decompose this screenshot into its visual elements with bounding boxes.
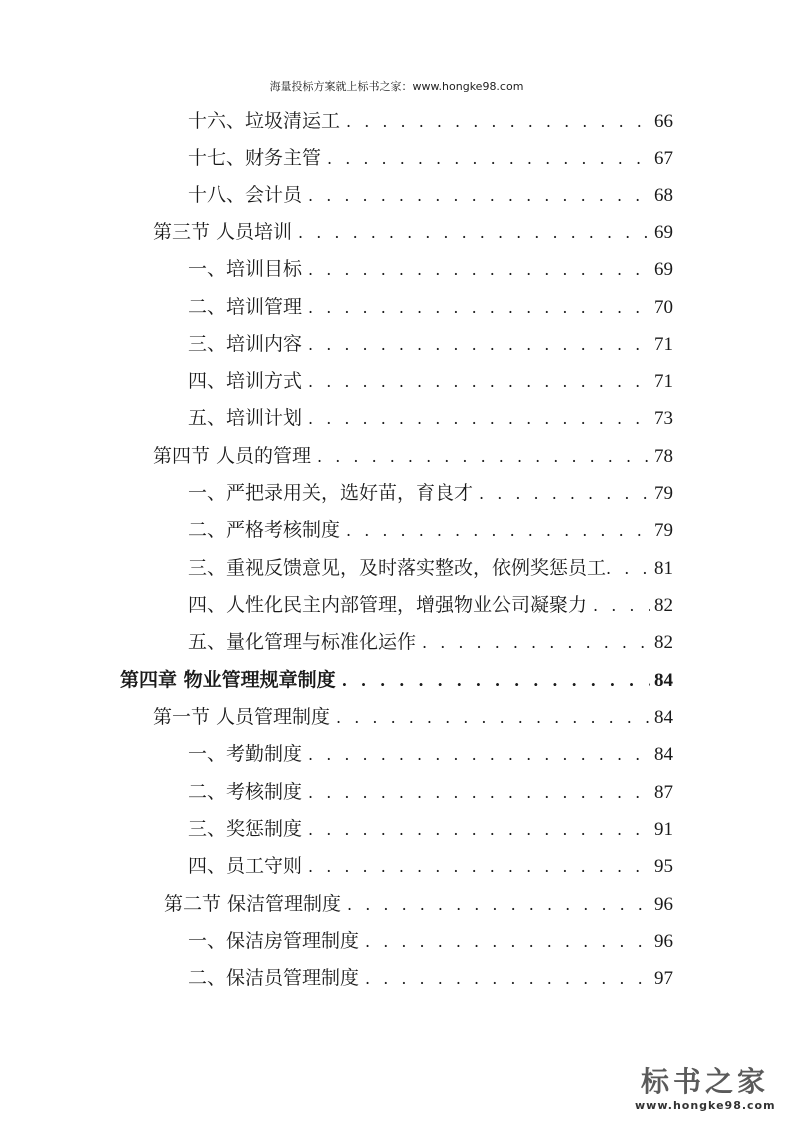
page-header: 海量投标方案就上标书之家：www.hongke98.com [269,80,524,93]
toc-leader-dots [606,551,654,587]
toc-leader-dots [327,141,650,177]
toc-entry-label: 三、培训内容 [188,333,303,355]
site-logo [635,1065,775,1112]
toc-page-number: 70 [654,297,673,318]
toc-leader-dots [422,625,650,661]
toc-entry[interactable] [188,251,673,287]
toc-page-number: 66 [654,111,673,132]
toc-leader-dots [308,737,650,773]
toc-entry[interactable] [188,400,673,436]
toc-entry-label: 四、培训方式 [188,370,303,392]
toc-leader-dots [479,476,650,512]
toc-leader-dots [308,401,650,437]
toc-entry[interactable] [188,363,673,399]
toc-leader-dots [308,178,650,214]
toc-entry[interactable] [188,587,673,623]
toc-page-number: 71 [654,371,673,392]
toc-entry-label: 二、保洁员管理制度 [188,967,360,989]
toc-entry-label: 五、培训计划 [188,407,303,429]
toc-entry-label: 五、量化管理与标准化运作 [188,631,417,653]
toc-page-number: 79 [654,483,673,504]
toc-section-entry[interactable] [153,438,673,474]
toc-page-number: 82 [654,632,673,653]
toc-page-number: 84 [654,744,673,765]
toc-page-number: 96 [654,931,673,952]
toc-entry[interactable] [188,289,673,325]
toc-page-number: 67 [654,148,673,169]
toc-entry-label: 第一节 人员管理制度 [153,706,331,728]
toc-leader-dots [365,961,650,997]
toc-leader-dots [308,364,650,400]
toc-entry-label: 一、培训目标 [188,258,303,280]
toc-entry[interactable] [188,326,673,362]
toc-entry-label: 十八、会计员 [188,184,303,206]
toc-entry-label: 十七、财务主管 [188,147,322,169]
toc-entry[interactable] [188,774,673,810]
toc-leader-dots [342,663,650,699]
toc-section-entry[interactable] [164,886,673,922]
toc-entry[interactable] [188,550,673,586]
toc-page-number: 95 [654,856,673,877]
logo-name: 标书之家 [640,1065,769,1098]
toc-page-number: 71 [654,334,673,355]
toc-leader-dots [317,439,650,475]
toc-entry[interactable] [188,848,673,884]
toc-leader-dots [308,327,650,363]
toc-entry-label: 一、考勤制度 [188,743,303,765]
toc-page-number: 79 [654,520,673,541]
toc-page-number: 78 [654,446,673,467]
toc-entry[interactable] [188,923,673,959]
toc-leader-dots [308,812,650,848]
toc-entry-label: 第四章 物业管理规章制度 [120,669,336,691]
toc-page-number: 84 [654,707,673,728]
toc-page-number: 69 [654,259,673,280]
toc-section-entry[interactable] [153,699,673,735]
toc-entry-label: 第二节 保洁管理制度 [164,893,342,915]
toc-entry[interactable] [188,475,673,511]
toc-entry-label: 第四节 人员的管理 [153,445,312,467]
toc-leader-dots [346,513,650,549]
toc-entry-label: 二、严格考核制度 [188,519,341,541]
toc-entry[interactable] [188,736,673,772]
toc-leader-dots [365,924,650,960]
toc-leader-dots [336,700,650,736]
toc-entry-label: 一、严把录用关，选好苗，育良才 [188,482,474,504]
toc-entry[interactable] [188,624,673,660]
toc-entry-label: 四、员工守则 [188,855,303,877]
toc-entry-label: 第三节 人员培训 [153,221,293,243]
toc-leader-dots [346,104,650,140]
toc-entry-label: 十六、垃圾清运工 [188,110,341,132]
toc-entry-label: 四、人性化民主内部管理，增强物业公司凝聚力 [188,594,588,616]
toc-entry-label: 二、培训管理 [188,296,303,318]
toc-entry[interactable] [188,103,673,139]
toc-chapter-entry[interactable] [120,662,673,698]
toc-page-number: 97 [654,968,673,989]
toc-entry[interactable] [188,177,673,213]
toc-page-number: 84 [654,670,673,691]
toc-page-number: 91 [654,819,673,840]
toc-entry-label: 三、重视反馈意见，及时落实整改，依例奖惩员工 [188,557,607,579]
toc-leader-dots [347,887,650,923]
toc-page-number: 69 [654,222,673,243]
toc-entry-label: 一、保洁房管理制度 [188,930,360,952]
toc-entry-label: 二、考核制度 [188,781,303,803]
toc-leader-dots [308,849,650,885]
toc-entry[interactable] [188,140,673,176]
logo-url: www.hongke98.com [635,1099,776,1112]
toc-entry[interactable] [188,960,673,996]
toc-leader-dots [308,252,650,288]
toc-page-number: 87 [654,782,673,803]
toc-leader-dots [308,290,650,326]
toc-section-entry[interactable] [153,214,673,250]
toc-leader-dots [298,215,650,251]
toc-leader-dots [593,588,650,624]
toc-page-number: 82 [654,595,673,616]
toc-page-number: 96 [654,894,673,915]
toc-entry-label: 三、奖惩制度 [188,818,303,840]
toc-entry[interactable] [188,512,673,548]
toc-page-number: 68 [654,185,673,206]
toc-page-number: 81 [654,558,673,579]
toc-leader-dots [308,775,650,811]
toc-page-number: 73 [654,408,673,429]
toc-entry[interactable] [188,811,673,847]
